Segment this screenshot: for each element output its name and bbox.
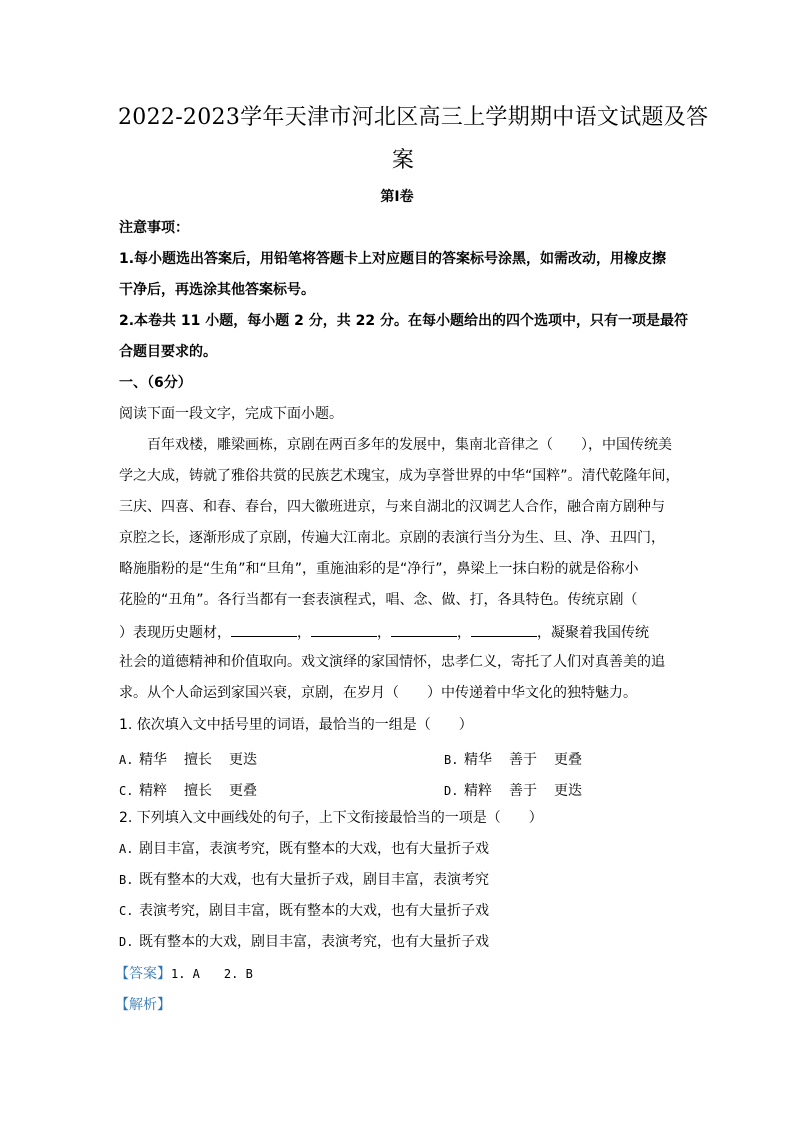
option-text: 剧目丰富，表演考究，既有整本的大戏，也有大量折子戏 xyxy=(139,841,489,857)
passage-line: 略施脂粉的是“生角”和“旦角”，重施油彩的是“净行”，鼻梁上一抹白粉的就是俗称小 xyxy=(119,561,639,577)
option-word: 精华 xyxy=(464,752,492,768)
section-heading: 一、（6分） xyxy=(119,375,192,391)
answer-tag: 【答案】 xyxy=(115,966,171,982)
volume-heading: 第I卷 xyxy=(380,189,414,205)
passage-line7-start: ）表现历史题材， xyxy=(119,625,231,641)
passage-line: 三庆、四喜、和春、春台，四大徽班进京，与来自湖北的汉调艺人合作，融合南方剧种与 xyxy=(119,499,665,515)
document-title-line1: 2022-2023学年天津市河北区高三上学期期中语文试题及答 xyxy=(118,105,709,130)
passage-line: 社会的道德精神和价值取向。戏文演绎的家国情怀，忠孝仁义，寄托了人们对真善美的追 xyxy=(119,654,665,670)
option-word: 更迭 xyxy=(554,783,582,799)
option-word: 善于 xyxy=(509,752,537,768)
question-2-option-d xyxy=(119,935,489,949)
option-word: 擅长 xyxy=(184,752,212,768)
notice-item1-line1: 1.每小题选出答案后，用铅笔将答题卡上对应题目的答案标号涂黑，如需改动，用橡皮擦 xyxy=(119,251,667,267)
fill-blank-1 xyxy=(231,624,297,637)
separator: ， xyxy=(297,625,311,641)
question-1-option-d xyxy=(444,780,599,800)
option-word: 精粹 xyxy=(139,783,167,799)
passage-line: 求。从个人命运到家国兴衰，京剧，在岁月（ ）中传递着中华文化的独特魅力。 xyxy=(119,685,637,701)
option-word: 擅长 xyxy=(184,783,212,799)
notice-item2-line1: 2.本卷共 11 小题，每小题 2 分，共 22 分。在每小题给出的四个选项中，只有一项是最符 xyxy=(119,313,689,329)
option-word: 更迭 xyxy=(229,752,257,768)
option-word: 更叠 xyxy=(229,783,257,799)
option-word: 精粹 xyxy=(464,783,492,799)
option-text: 表演考究，剧目丰富，既有整本的大戏，也有大量折子戏 xyxy=(139,903,489,919)
option-word: 更叠 xyxy=(554,752,582,768)
notice-item1-line2: 干净后，再选涂其他答案标号。 xyxy=(119,282,315,298)
option-label: B. xyxy=(444,753,459,767)
answer-value: 1. A 2. B xyxy=(171,967,253,981)
option-label: D. xyxy=(444,784,459,798)
analysis-tag: 【解析】 xyxy=(115,997,171,1013)
notice-heading: 注意事项： xyxy=(119,220,189,236)
option-word: 精华 xyxy=(139,752,167,768)
passage-line-with-blanks xyxy=(119,624,649,640)
option-label: A. xyxy=(119,842,134,856)
passage-line: 百年戏楼，雕梁画栋，京剧在两百多年的发展中，集南北音律之（ ），中国传统美 xyxy=(147,437,672,453)
passage-line7-end: ，凝聚着我国传统 xyxy=(537,625,649,641)
question-1-option-a xyxy=(119,749,274,769)
answer-line xyxy=(115,967,253,981)
option-label: D. xyxy=(119,935,134,949)
option-text: 既有整本的大戏，也有大量折子戏，剧目丰富，表演考究 xyxy=(139,872,489,888)
passage-line: 京腔之长，逐渐形成了京剧，传遍大江南北。京剧的表演行当分为生、旦、净、丑四门， xyxy=(119,530,665,546)
document-title-line2: 案 xyxy=(391,148,415,173)
question-1-option-b xyxy=(444,749,599,769)
fill-blank-4 xyxy=(471,624,537,637)
section-instruction: 阅读下面一段文字，完成下面小题。 xyxy=(119,406,343,422)
question-2-option-a xyxy=(119,842,489,856)
option-label: C. xyxy=(119,904,134,918)
fill-blank-2 xyxy=(311,624,377,637)
passage-line: 学之大成，铸就了雅俗共赏的民族艺术瑰宝，成为享誉世界的中华“国粹”。清代乾隆年间， xyxy=(119,468,680,484)
question-1-stem: 1. 依次填入文中括号里的词语，最恰当的一组是（ ） xyxy=(119,717,473,733)
option-label: B. xyxy=(119,873,134,887)
notice-item2-line2: 合题目要求的。 xyxy=(119,344,217,360)
question-2-option-b xyxy=(119,873,489,887)
analysis-line xyxy=(115,998,171,1012)
separator: ， xyxy=(377,625,391,641)
fill-blank-3 xyxy=(391,624,457,637)
option-word: 善于 xyxy=(509,783,537,799)
question-2-option-c xyxy=(119,904,489,918)
separator: ， xyxy=(457,625,471,641)
question-2-stem: 2. 下列填入文中画线处的句子，上下文衔接最恰当的一项是（ ） xyxy=(119,810,543,826)
question-1-option-c xyxy=(119,780,274,800)
option-label: A. xyxy=(119,753,134,767)
option-text: 既有整本的大戏，剧目丰富，表演考究，也有大量折子戏 xyxy=(139,934,489,950)
passage-line: 花脸的“丑角”。各行当都有一套表演程式，唱、念、做、打，各具特色。传统京剧（ xyxy=(119,592,638,608)
option-label: C. xyxy=(119,784,134,798)
